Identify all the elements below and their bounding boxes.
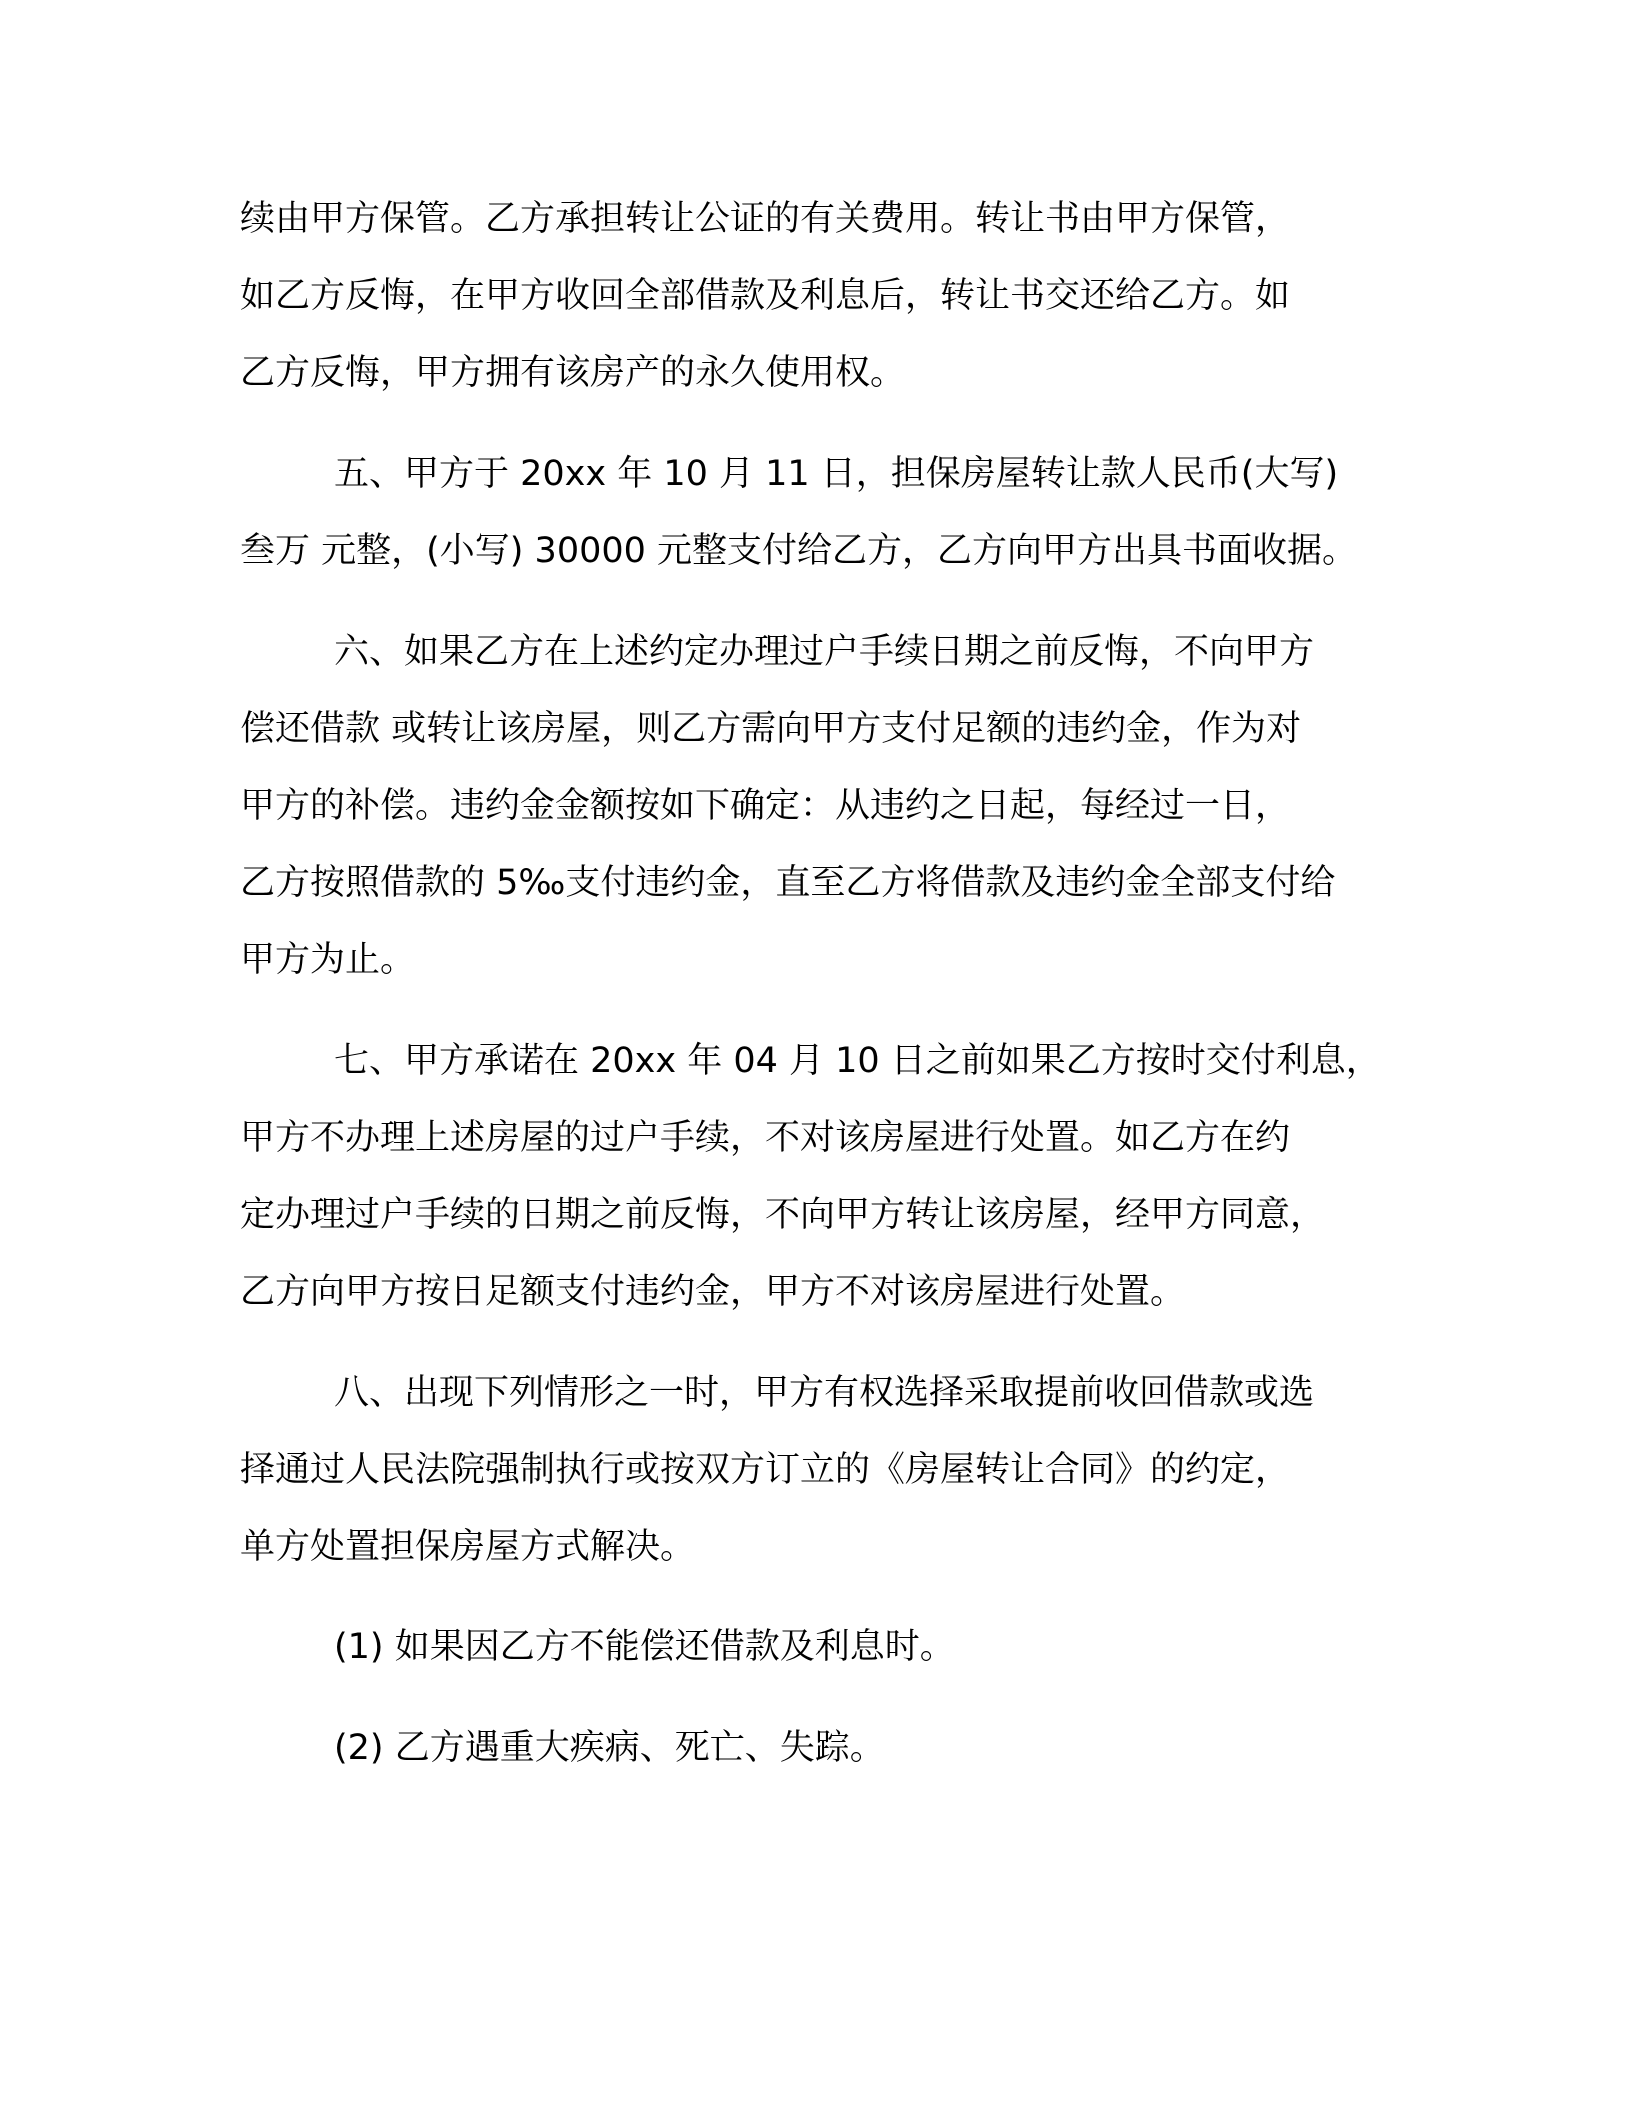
paragraph-line: 甲方不办理上述房屋的过户手续，不对该房屋进行处置。如乙方在约 — [240, 1118, 1291, 1158]
paragraph-line: 甲方的补偿。违约金金额按如下确定：从违约之日起，每经过一日， — [240, 786, 1291, 826]
paragraph-line: 定办理过户手续的日期之前反悔，不向甲方转让该房屋，经甲方同意， — [240, 1195, 1326, 1235]
paragraph-line: 如乙方反悔，在甲方收回全部借款及利息后，转让书交还给乙方。如 — [240, 276, 1291, 316]
list-item: (2) 乙方遇重大疾病、死亡、失踪。 — [334, 1728, 885, 1768]
paragraph-line: 续由甲方保管。乙方承担转让公证的有关费用。转让书由甲方保管， — [240, 199, 1291, 239]
paragraph-line: 乙方向甲方按日足额支付违约金，甲方不对该房屋进行处置。 — [240, 1272, 1186, 1312]
list-item: (1) 如果因乙方不能偿还借款及利息时。 — [334, 1627, 955, 1667]
paragraph-line: 单方处置担保房屋方式解决。 — [240, 1527, 696, 1567]
paragraph-line: 五、甲方于 20xx 年 10 月 11 日，担保房屋转让款人民币(大写) — [334, 454, 1339, 494]
paragraph-line: 六、如果乙方在上述约定办理过户手续日期之前反悔，不向甲方 — [334, 632, 1315, 672]
paragraph-line: 七、甲方承诺在 20xx 年 04 月 10 日之前如果乙方按时交付利息， — [334, 1041, 1381, 1081]
paragraph-line: 择通过人民法院强制执行或按双方订立的《房屋转让合同》的约定， — [240, 1450, 1291, 1490]
paragraph-line: 叁万 元整，(小写) 30000 元整支付给乙方，乙方向甲方出具书面收据。 — [240, 531, 1358, 571]
paragraph-line: 乙方按照借款的 5‰支付违约金，直至乙方将借款及违约金全部支付给 — [240, 863, 1336, 903]
paragraph-line: 甲方为止。 — [240, 940, 416, 980]
paragraph-line: 乙方反悔，甲方拥有该房产的永久使用权。 — [240, 353, 906, 393]
paragraph-line: 八、出现下列情形之一时，甲方有权选择采取提前收回借款或选 — [334, 1373, 1315, 1413]
paragraph-line: 偿还借款 或转让该房屋，则乙方需向甲方支付足额的违约金，作为对 — [240, 709, 1302, 749]
